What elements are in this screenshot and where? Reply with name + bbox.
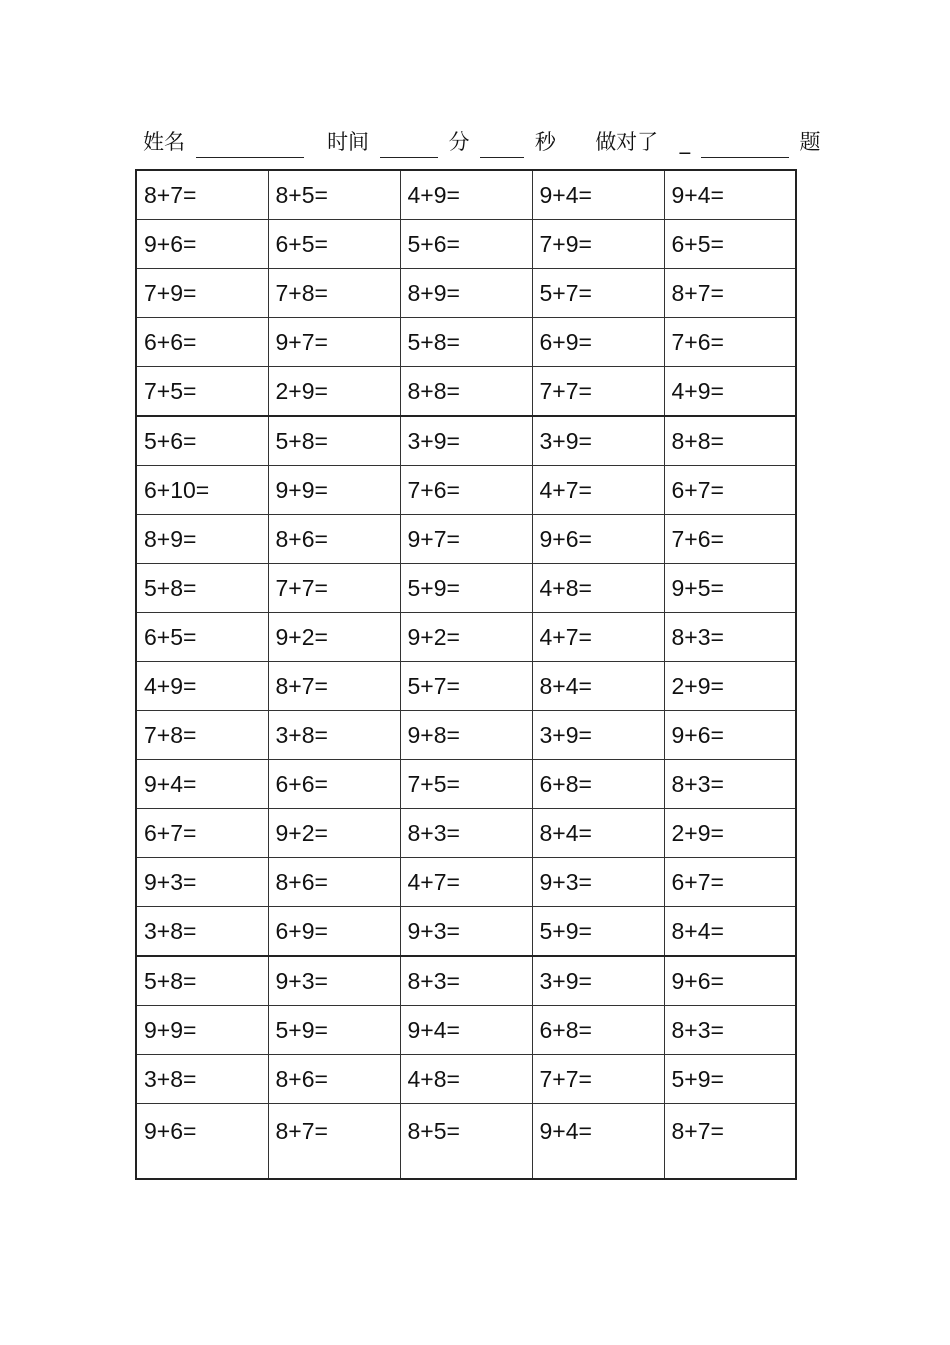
problem-cell[interactable]: 5+6= — [136, 416, 268, 466]
problem-cell[interactable]: 9+7= — [400, 515, 532, 564]
problem-cell[interactable]: 5+8= — [400, 318, 532, 367]
problem-row — [136, 613, 796, 662]
problem-row — [136, 220, 796, 269]
problem-cell[interactable]: 8+3= — [400, 809, 532, 858]
problem-cell[interactable]: 8+4= — [532, 809, 664, 858]
minutes-blank[interactable] — [380, 133, 438, 158]
problem-cell[interactable]: 6+7= — [664, 466, 796, 515]
problem-cell[interactable]: 9+3= — [532, 858, 664, 907]
problem-cell[interactable]: 7+6= — [664, 515, 796, 564]
problem-cell[interactable]: 4+7= — [400, 858, 532, 907]
problem-row — [136, 760, 796, 809]
problem-cell[interactable]: 8+3= — [400, 956, 532, 1006]
problem-cell[interactable]: 9+3= — [136, 858, 268, 907]
problem-cell[interactable]: 6+8= — [532, 760, 664, 809]
problem-row — [136, 662, 796, 711]
problem-cell[interactable]: 3+8= — [136, 1055, 268, 1104]
problem-cell[interactable]: 9+5= — [664, 564, 796, 613]
problem-cell[interactable]: 9+6= — [136, 1104, 268, 1180]
problem-cell[interactable]: 8+4= — [664, 907, 796, 957]
problem-row — [136, 466, 796, 515]
problem-cell[interactable]: 7+5= — [136, 367, 268, 417]
problem-cell[interactable]: 9+7= — [268, 318, 400, 367]
problem-cell[interactable]: 7+7= — [532, 1055, 664, 1104]
problem-cell[interactable]: 9+6= — [136, 220, 268, 269]
problem-cell[interactable]: 8+7= — [136, 170, 268, 220]
problem-cell[interactable]: 5+7= — [400, 662, 532, 711]
problem-cell[interactable]: 4+8= — [532, 564, 664, 613]
correct-count-blank[interactable] — [701, 133, 789, 158]
problem-cell[interactable]: 7+9= — [532, 220, 664, 269]
problem-cell[interactable]: 5+6= — [400, 220, 532, 269]
name-label: 姓名 — [143, 130, 185, 154]
problem-cell[interactable]: 2+9= — [268, 367, 400, 417]
problem-cell[interactable]: 7+8= — [268, 269, 400, 318]
problem-cell[interactable]: 9+4= — [664, 170, 796, 220]
problem-cell[interactable]: 9+8= — [400, 711, 532, 760]
problem-cell[interactable]: 7+5= — [400, 760, 532, 809]
problem-cell[interactable]: 6+6= — [136, 318, 268, 367]
problem-cell[interactable]: 6+8= — [532, 1006, 664, 1055]
problem-cell[interactable]: 7+7= — [268, 564, 400, 613]
problem-row — [136, 564, 796, 613]
problem-cell[interactable]: 8+8= — [664, 416, 796, 466]
second-label: 秒 — [534, 130, 556, 154]
problem-cell[interactable]: 9+3= — [400, 907, 532, 957]
problem-cell[interactable]: 9+4= — [532, 170, 664, 220]
problem-cell[interactable]: 6+5= — [664, 220, 796, 269]
problem-cell[interactable]: 9+4= — [532, 1104, 664, 1180]
problem-cell[interactable]: 8+7= — [664, 269, 796, 318]
problem-cell[interactable]: 6+10= — [136, 466, 268, 515]
problem-cell[interactable]: 8+5= — [400, 1104, 532, 1180]
problem-cell[interactable]: 8+6= — [268, 515, 400, 564]
problem-cell[interactable]: 3+8= — [268, 711, 400, 760]
problem-cell[interactable]: 5+9= — [532, 907, 664, 957]
problem-cell[interactable]: 9+3= — [268, 956, 400, 1006]
problem-cell[interactable]: 9+9= — [136, 1006, 268, 1055]
problem-cell[interactable]: 9+6= — [664, 956, 796, 1006]
problem-cell[interactable]: 6+9= — [268, 907, 400, 957]
problem-cell[interactable]: 7+8= — [136, 711, 268, 760]
problem-cell[interactable]: 6+7= — [664, 858, 796, 907]
problem-row — [136, 711, 796, 760]
problem-cell[interactable]: 9+9= — [268, 466, 400, 515]
name-blank[interactable] — [196, 133, 304, 158]
problem-row — [136, 907, 796, 957]
problem-cell[interactable]: 8+3= — [664, 613, 796, 662]
problem-cell[interactable]: 6+5= — [136, 613, 268, 662]
problem-cell[interactable]: 8+4= — [532, 662, 664, 711]
problem-cell[interactable]: 5+9= — [400, 564, 532, 613]
problem-row — [136, 956, 796, 1006]
problem-cell[interactable]: 4+9= — [136, 662, 268, 711]
problem-row — [136, 416, 796, 466]
problem-cell[interactable]: 7+6= — [664, 318, 796, 367]
correct-label: 做对了 — [595, 130, 659, 154]
problem-cell[interactable]: 3+9= — [532, 711, 664, 760]
problem-cell[interactable]: 8+3= — [664, 1006, 796, 1055]
problem-cell[interactable]: 7+7= — [532, 367, 664, 417]
problem-row — [136, 1006, 796, 1055]
problem-cell[interactable]: 8+7= — [664, 1104, 796, 1180]
problem-row — [136, 515, 796, 564]
problem-cell[interactable]: 9+2= — [268, 809, 400, 858]
problem-cell[interactable]: 3+9= — [532, 956, 664, 1006]
question-label: 题 — [799, 130, 821, 154]
problem-cell[interactable]: 9+4= — [136, 760, 268, 809]
problem-cell[interactable]: 5+9= — [664, 1055, 796, 1104]
problem-cell[interactable]: 6+6= — [268, 760, 400, 809]
problem-cell[interactable]: 4+9= — [664, 367, 796, 417]
problem-row — [136, 269, 796, 318]
problem-cell[interactable]: 8+3= — [664, 760, 796, 809]
problem-cell[interactable]: 7+9= — [136, 269, 268, 318]
problem-cell[interactable]: 5+7= — [532, 269, 664, 318]
problem-cell[interactable]: 6+5= — [268, 220, 400, 269]
minute-label: 分 — [448, 130, 470, 154]
problem-cell[interactable]: 9+2= — [268, 613, 400, 662]
problem-row — [136, 809, 796, 858]
problem-cell[interactable]: 8+5= — [268, 170, 400, 220]
problem-row — [136, 367, 796, 417]
problem-cell[interactable]: 3+8= — [136, 907, 268, 957]
problem-cell[interactable]: 8+7= — [268, 1104, 400, 1180]
time-label: 时间 — [327, 130, 370, 154]
problem-cell[interactable]: 6+7= — [136, 809, 268, 858]
seconds-blank[interactable] — [480, 133, 524, 158]
problem-cell[interactable]: 5+8= — [136, 564, 268, 613]
problem-cell[interactable]: 9+6= — [664, 711, 796, 760]
problem-cell[interactable]: 8+6= — [268, 858, 400, 907]
problem-cell[interactable]: 3+9= — [400, 416, 532, 466]
problem-row — [136, 1055, 796, 1104]
problem-cell[interactable]: 7+6= — [400, 466, 532, 515]
problem-cell[interactable]: 4+7= — [532, 613, 664, 662]
problem-grid — [135, 169, 797, 1180]
problem-cell[interactable]: 8+8= — [400, 367, 532, 417]
problem-row — [136, 170, 796, 220]
problem-cell[interactable]: 9+6= — [532, 515, 664, 564]
problem-cell[interactable]: 5+9= — [268, 1006, 400, 1055]
problem-cell[interactable]: 2+9= — [664, 662, 796, 711]
problem-cell[interactable]: 8+9= — [136, 515, 268, 564]
problem-cell[interactable]: 8+9= — [400, 269, 532, 318]
problem-cell[interactable]: 4+7= — [532, 466, 664, 515]
correct-prefix: _ — [679, 130, 691, 154]
problem-cell[interactable]: 8+6= — [268, 1055, 400, 1104]
problem-row — [136, 1104, 796, 1180]
problem-cell[interactable]: 4+9= — [400, 170, 532, 220]
problem-cell[interactable]: 9+4= — [400, 1006, 532, 1055]
problem-cell[interactable]: 2+9= — [664, 809, 796, 858]
problem-cell[interactable]: 5+8= — [136, 956, 268, 1006]
problem-cell[interactable]: 9+2= — [400, 613, 532, 662]
problem-cell[interactable]: 3+9= — [532, 416, 664, 466]
problem-row — [136, 858, 796, 907]
problem-cell[interactable]: 4+8= — [400, 1055, 532, 1104]
problem-row — [136, 318, 796, 367]
worksheet-header — [143, 126, 820, 158]
problem-cell[interactable]: 6+9= — [532, 318, 664, 367]
problem-cell[interactable]: 8+7= — [268, 662, 400, 711]
problem-cell[interactable]: 5+8= — [268, 416, 400, 466]
